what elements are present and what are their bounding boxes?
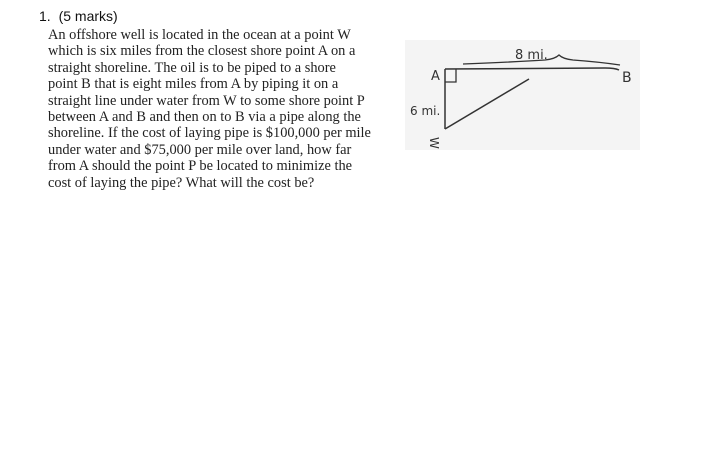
problem-line: straight shoreline. The oil is to be piped to a shore bbox=[48, 59, 336, 76]
underwater-pipe bbox=[445, 79, 529, 129]
point-w-label: W bbox=[427, 137, 441, 149]
problem-line: from A should the point P be located to minimize the bbox=[48, 158, 353, 175]
problem-line: An offshore well is located in the ocean at a point W bbox=[48, 27, 351, 43]
question-marks: (5 marks) bbox=[58, 8, 118, 24]
point-a-label: A bbox=[431, 69, 440, 84]
problem-line: straight line under water from W to some shore point P bbox=[48, 92, 365, 109]
problem-statement bbox=[48, 27, 408, 191]
horizontal-distance-label: 8 mi. bbox=[515, 48, 548, 63]
problem-line: under water and $75,000 per mile over land, how far bbox=[48, 141, 352, 158]
shoreline bbox=[445, 68, 619, 70]
question-number: 1. bbox=[39, 8, 51, 24]
question-header bbox=[39, 8, 118, 24]
problem-line: between A and B and then on to B via a pipe along the bbox=[48, 109, 361, 126]
vertical-distance-label: 6 mi. bbox=[410, 104, 441, 118]
diagram-svg bbox=[405, 40, 640, 150]
problem-line: cost of laying the pipe? What will the cost be? bbox=[48, 174, 315, 191]
problem-line: shoreline. If the cost of laying pipe is $100,000 per mile bbox=[48, 125, 371, 142]
right-angle-marker bbox=[445, 69, 456, 82]
problem-line: which is six miles from the closest shore point A on a bbox=[48, 43, 356, 60]
point-b-label: B bbox=[622, 70, 632, 86]
well-diagram bbox=[405, 40, 640, 150]
problem-line: point B that is eight miles from A by piping it on a bbox=[48, 76, 339, 93]
